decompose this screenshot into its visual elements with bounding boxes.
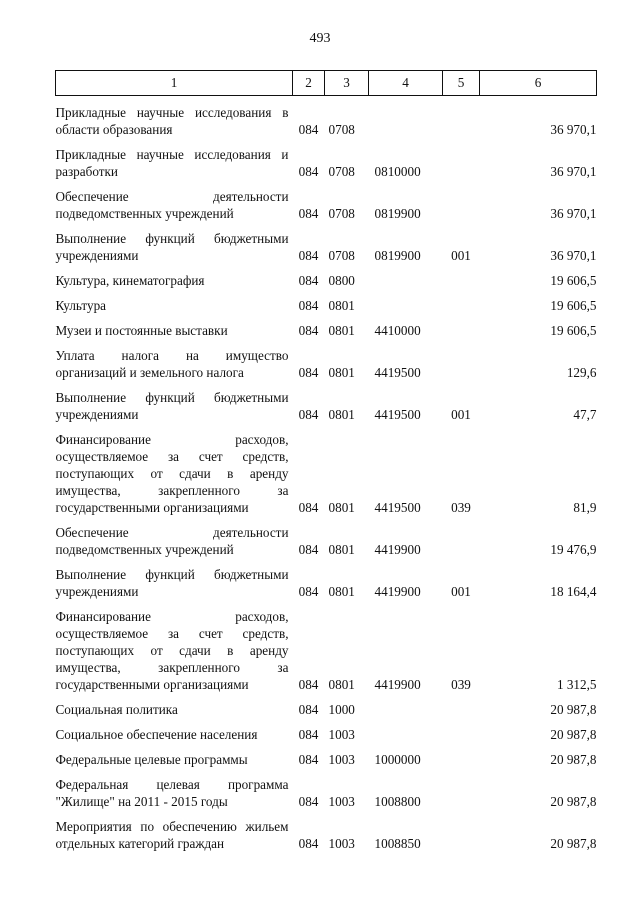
section-code: 0801 [328, 584, 355, 599]
section-code: 0801 [328, 542, 355, 557]
row-spacer [56, 138, 597, 146]
ministry-code: 084 [298, 500, 319, 515]
expense-type-code: 039 [451, 500, 471, 515]
target-article-code: 4419500 [374, 365, 421, 380]
table-row [56, 146, 597, 180]
row-description: Федеральные целевые программы [55, 752, 248, 767]
column-header-2: 2 [293, 71, 325, 96]
row-spacer [56, 516, 597, 524]
target-article-code [369, 726, 443, 743]
table-row [56, 818, 597, 852]
ministry-code: 084 [298, 164, 319, 179]
ministry-code: 084 [298, 407, 319, 422]
ministry-code: 084 [298, 794, 319, 809]
row-description: Выполнение функций бюджетными учреждениями [55, 567, 289, 599]
target-article-code [369, 272, 443, 289]
ministry-code: 084 [298, 677, 319, 692]
table-row [56, 608, 597, 693]
table-row [56, 322, 597, 339]
table-row [56, 104, 597, 138]
target-article-code: 4419500 [374, 500, 421, 515]
row-description: Обеспечение деятельности подведомственных учреждений [55, 525, 289, 557]
row-spacer-cell [56, 138, 597, 146]
amount: 19 606,5 [550, 298, 597, 313]
ministry-code: 084 [298, 702, 319, 717]
row-spacer [56, 718, 597, 726]
row-description: Обеспечение деятельности подведомственных учреждений [55, 189, 289, 221]
table-header [56, 71, 597, 96]
ministry-code: 084 [298, 273, 319, 288]
row-spacer [56, 264, 597, 272]
amount: 129,6 [566, 365, 597, 380]
row-spacer-cell [56, 600, 597, 608]
amount: 47,7 [573, 407, 597, 422]
column-header-4: 4 [369, 71, 443, 96]
row-spacer [56, 314, 597, 322]
section-code: 1003 [328, 794, 355, 809]
section-code: 0800 [328, 273, 355, 288]
expense-type-code [443, 701, 480, 718]
section-code: 0801 [328, 365, 355, 380]
expense-type-code: 001 [451, 248, 471, 263]
expense-type-code [443, 272, 480, 289]
row-spacer-cell [56, 743, 597, 751]
row-spacer-cell [56, 768, 597, 776]
row-description: Социальное обеспечение населения [55, 727, 258, 742]
ministry-code: 084 [298, 752, 319, 767]
table-row [56, 188, 597, 222]
row-spacer-cell [56, 180, 597, 188]
row-description: Выполнение функций бюджетными учреждениями [55, 231, 289, 263]
row-description: Прикладные научные исследования и разработки [55, 147, 289, 179]
row-spacer [56, 222, 597, 230]
ministry-code: 084 [298, 836, 319, 851]
amount: 81,9 [573, 500, 597, 515]
ministry-code: 084 [298, 365, 319, 380]
amount: 36 970,1 [550, 248, 597, 263]
section-code: 0708 [328, 206, 355, 221]
ministry-code: 084 [298, 298, 319, 313]
amount: 20 987,8 [550, 702, 597, 717]
target-article-code [369, 701, 443, 718]
row-spacer-cell [56, 718, 597, 726]
row-description: Музеи и постоянные выставки [55, 323, 228, 338]
section-code: 1000 [328, 702, 355, 717]
row-description: Выполнение функций бюджетными учреждениями [55, 390, 289, 422]
row-spacer-cell [56, 693, 597, 701]
expense-type-code: 001 [451, 407, 471, 422]
row-spacer [56, 96, 597, 105]
section-code: 0801 [328, 323, 355, 338]
row-spacer [56, 810, 597, 818]
table-row [56, 389, 597, 423]
row-spacer [56, 339, 597, 347]
column-header-1: 1 [56, 71, 293, 96]
target-article-code: 4419500 [374, 407, 421, 422]
row-spacer [56, 423, 597, 431]
section-code: 0801 [328, 298, 355, 313]
table-row [56, 701, 597, 718]
row-spacer-cell [56, 558, 597, 566]
ministry-code: 084 [298, 248, 319, 263]
row-description: Прикладные научные исследования в области образования [55, 105, 289, 137]
table-row [56, 524, 597, 558]
row-spacer [56, 558, 597, 566]
amount: 36 970,1 [550, 122, 597, 137]
amount: 19 606,5 [550, 323, 597, 338]
amount: 19 606,5 [550, 273, 597, 288]
target-article-code: 0810000 [374, 164, 421, 179]
amount: 36 970,1 [550, 206, 597, 221]
table-row [56, 726, 597, 743]
target-article-code: 4419900 [374, 677, 421, 692]
row-spacer-cell [56, 264, 597, 272]
expense-type-code [443, 322, 480, 339]
target-article-code: 4419900 [374, 542, 421, 557]
page-number: 493 [309, 31, 331, 46]
row-description: Мероприятия по обеспечению жильем отдельных категорий граждан [55, 819, 289, 851]
table-row [56, 347, 597, 381]
target-article-code [369, 104, 443, 138]
section-code: 1003 [328, 836, 355, 851]
expense-type-code [443, 297, 480, 314]
target-article-code: 4410000 [374, 323, 421, 338]
row-spacer-cell [56, 381, 597, 389]
ministry-code: 084 [298, 323, 319, 338]
section-code: 0708 [328, 122, 355, 137]
table-row [56, 751, 597, 768]
row-description: Уплата налога на имущество организаций и земельного налога [55, 348, 289, 380]
section-code: 0708 [328, 248, 355, 263]
table-row [56, 776, 597, 810]
amount: 20 987,8 [550, 752, 597, 767]
expense-type-code [443, 146, 480, 180]
section-code: 0708 [328, 164, 355, 179]
expense-type-code [443, 818, 480, 852]
target-article-code: 0819900 [374, 206, 421, 221]
target-article-code: 0819900 [374, 248, 421, 263]
row-description: Финансирование расходов, осуществляемое за счет средств, поступающих от сдачи в аренду имущества, закрепленного за государственными организациями [55, 432, 289, 515]
amount: 20 987,8 [550, 727, 597, 742]
amount: 1 312,5 [556, 677, 597, 692]
row-spacer-cell [56, 516, 597, 524]
target-article-code: 1000000 [374, 752, 421, 767]
target-article-code: 1008800 [374, 794, 421, 809]
row-description: Культура [55, 298, 107, 313]
ministry-code: 084 [298, 727, 319, 742]
budget-table [55, 70, 597, 852]
row-spacer [56, 600, 597, 608]
ministry-code: 084 [298, 122, 319, 137]
row-spacer-cell [56, 96, 597, 105]
row-spacer [56, 381, 597, 389]
row-spacer [56, 743, 597, 751]
section-code: 1003 [328, 727, 355, 742]
row-spacer-cell [56, 423, 597, 431]
target-article-code [369, 297, 443, 314]
expense-type-code [443, 347, 480, 381]
amount: 19 476,9 [550, 542, 597, 557]
table-row [56, 297, 597, 314]
row-spacer [56, 180, 597, 188]
table-row [56, 566, 597, 600]
target-article-code: 1008850 [374, 836, 421, 851]
header-row [56, 71, 597, 96]
row-spacer [56, 768, 597, 776]
row-description: Федеральная целевая программа "Жилище" на 2011 - 2015 годы [55, 777, 289, 809]
table-row [56, 431, 597, 516]
row-spacer-cell [56, 222, 597, 230]
expense-type-code [443, 524, 480, 558]
expense-type-code: 001 [451, 584, 471, 599]
row-spacer [56, 693, 597, 701]
amount: 36 970,1 [550, 164, 597, 179]
row-description: Культура, кинематография [55, 273, 205, 288]
target-article-code: 4419900 [374, 584, 421, 599]
ministry-code: 084 [298, 206, 319, 221]
row-spacer [56, 289, 597, 297]
column-header-6: 6 [480, 71, 597, 96]
column-header-5: 5 [443, 71, 480, 96]
expense-type-code [443, 776, 480, 810]
row-spacer-cell [56, 289, 597, 297]
row-description: Социальная политика [55, 702, 178, 717]
column-header-3: 3 [325, 71, 369, 96]
row-spacer-cell [56, 314, 597, 322]
section-code: 1003 [328, 752, 355, 767]
table-row [56, 272, 597, 289]
section-code: 0801 [328, 677, 355, 692]
expense-type-code [443, 726, 480, 743]
amount: 20 987,8 [550, 836, 597, 851]
table-row [56, 230, 597, 264]
row-description: Финансирование расходов, осуществляемое за счет средств, поступающих от сдачи в аренду имущества, закрепленного за государственными организациями [55, 609, 289, 692]
section-code: 0801 [328, 500, 355, 515]
table-body [56, 96, 597, 853]
amount: 18 164,4 [550, 584, 597, 599]
expense-type-code: 039 [451, 677, 471, 692]
expense-type-code [443, 104, 480, 138]
row-spacer-cell [56, 339, 597, 347]
ministry-code: 084 [298, 542, 319, 557]
expense-type-code [443, 188, 480, 222]
expense-type-code [443, 751, 480, 768]
section-code: 0801 [328, 407, 355, 422]
ministry-code: 084 [298, 584, 319, 599]
amount: 20 987,8 [550, 794, 597, 809]
row-spacer-cell [56, 810, 597, 818]
